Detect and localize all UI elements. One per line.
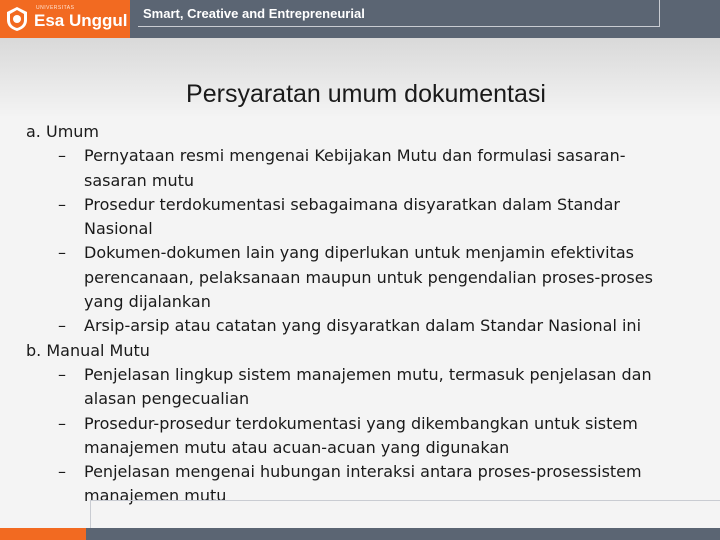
logo-emblem-icon [6,6,28,32]
list-item-text: Arsip-arsip atau catatan yang disyaratkan dalam Standar Nasional ini [84,316,642,336]
list-item-text: Penjelasan lingkup sistem manajemen mutu, termasuk penjelasan dan alasan pengecualian [84,364,652,409]
list-item-text: Prosedur-prosedur terdokumentasi yang dikembangkan untuk sistem manajemen mutu atau acuan-acuan yang digunakan [84,413,638,457]
bullet-dash: – [58,194,66,214]
bullet-dash: – [58,364,66,384]
bullet-dash: – [58,316,66,336]
bullet-dash: – [58,413,66,433]
logo-small-text: UNIVERSITAS [36,5,75,11]
list-item [26,144,676,193]
slide-title: Persyaratan umum dokumentasi [186,80,546,108]
bottom-frame-line [90,500,720,530]
list-item-text: Penjelasan mengenai hubungan interaksi antara proses-prosessistem manajemen mutu [84,462,642,506]
list-item [26,193,676,242]
logo [0,0,130,38]
list-item [26,314,676,338]
list-item-text: Dokumen-dokumen lain yang diperlukan untuk menjamin efektivitas perencanaan, pelaksanaan maupun untuk pengendalian proses-proses yang dijalankan [84,243,653,312]
bullet-dash: – [58,462,66,482]
bullet-dash: – [58,243,66,263]
list-item [26,241,676,314]
section-label-umum: a. Umum [26,122,99,141]
slide-body [26,120,676,509]
logo-name: Esa Unggul [34,11,128,30]
list-item [26,363,676,412]
list-item-text: Pernyataan resmi mengenai Kebijakan Mutu dan formulasi sasaran-sasaran mutu [84,146,626,190]
footer-accent [0,528,86,540]
list-item [26,412,676,461]
list-item-text: Prosedur terdokumentasi sebagaimana disyaratkan dalam Standar Nasional [84,194,620,239]
section-label-manual-mutu: b. Manual Mutu [26,340,150,360]
bullet-dash: – [58,146,66,166]
footer-bar [0,528,720,540]
tagline: Smart, Creative and Entrepreneurial [143,6,365,21]
